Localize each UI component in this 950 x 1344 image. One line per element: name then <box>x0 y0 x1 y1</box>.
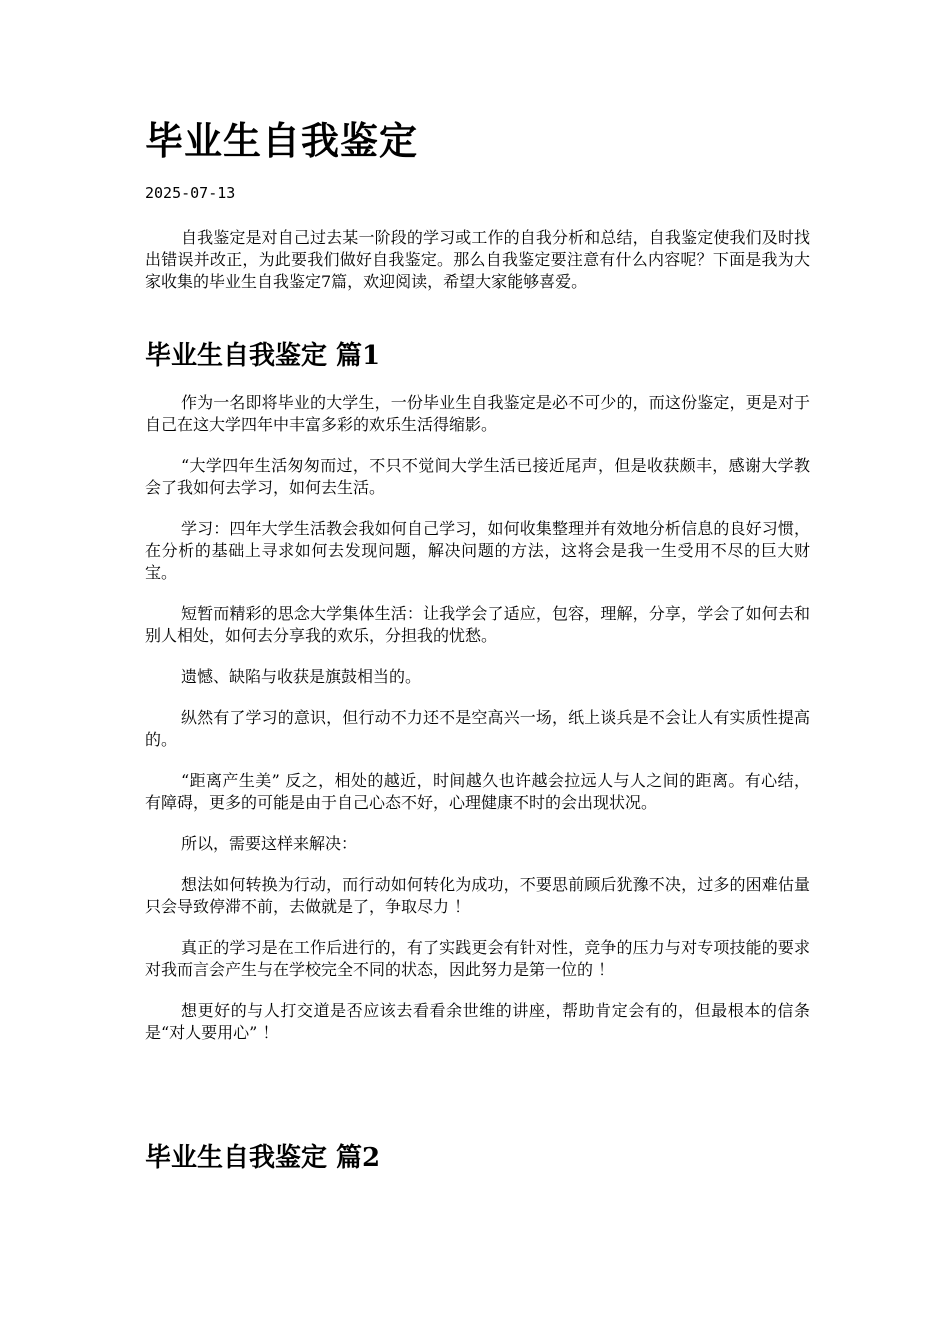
intro-block <box>145 227 810 293</box>
paragraph: 遗憾、缺陷与收获是旗鼓相当的。 <box>181 667 422 686</box>
section-heading-2: 毕业生自我鉴定 篇2 <box>145 1143 381 1173</box>
paragraph: 想更好的与人打交道是否应该去看看余世维的讲座，帮助肯定会有的，但最根本的信条是“对人要用心” ！ <box>145 1001 810 1042</box>
paragraph: “大学四年生活匆匆而过，不只不觉间大学生活已接近尾声，但是收获颇丰，感谢大学教会了我如何去学习，如何去生活。 <box>145 456 810 497</box>
section-heading-1: 毕业生自我鉴定 篇1 <box>145 341 381 371</box>
paragraph: “距离产生美” 反之，相处的越近，时间越久也许越会拉远人与人之间的距离。有心结，有障碍，更多的可能是由于自己心态不好，心理健康不时的会出现状况。 <box>145 771 810 812</box>
paragraph: 纵然有了学习的意识，但行动不力还不是空高兴一场，纸上谈兵是不会让人有实质性提高的。 <box>145 708 810 749</box>
page-title: 毕业生自我鉴定 <box>145 118 419 163</box>
publish-date: 2025-07-13 <box>145 184 236 202</box>
paragraph: 学习：四年大学生活教会我如何自己学习，如何收集整理并有效地分析信息的良好习惯，在分析的基础上寻求如何去发现问题，解决问题的方法，这将会是我一生受用不尽的巨大财宝。 <box>145 519 810 582</box>
section-body-1 <box>145 392 810 1044</box>
paragraph: 短暂而精彩的思念大学集体生活：让我学会了适应，包容，理解，分享，学会了如何去和别人相处，如何去分享我的欢乐，分担我的忧愁。 <box>145 604 810 645</box>
paragraph: 想法如何转换为行动，而行动如何转化为成功，不要思前顾后犹豫不决，过多的困难估量只会导致停滞不前，去做就是了，争取尽力 ！ <box>145 875 810 916</box>
paragraph: 所以，需要这样来解决： <box>181 834 358 853</box>
paragraph: 真正的学习是在工作后进行的，有了实践更会有针对性，竞争的压力与对专项技能的要求对我而言会产生与在学校完全不同的状态，因此努力是第一位的 ！ <box>145 938 810 979</box>
paragraph: 作为一名即将毕业的大学生，一份毕业生自我鉴定是必不可少的，而这份鉴定，更是对于自己在这大学四年中丰富多彩的欢乐生活得缩影。 <box>145 393 810 434</box>
intro-paragraph: 自我鉴定是对自己过去某一阶段的学习或工作的自我分析和总结，自我鉴定使我们及时找出错误并改正，为此要我们做好自我鉴定。那么自我鉴定要注意有什么内容呢？下面是我为大家收集的毕业生自我鉴定7篇，欢迎阅读，希望大家能够喜爱。 <box>145 228 810 291</box>
